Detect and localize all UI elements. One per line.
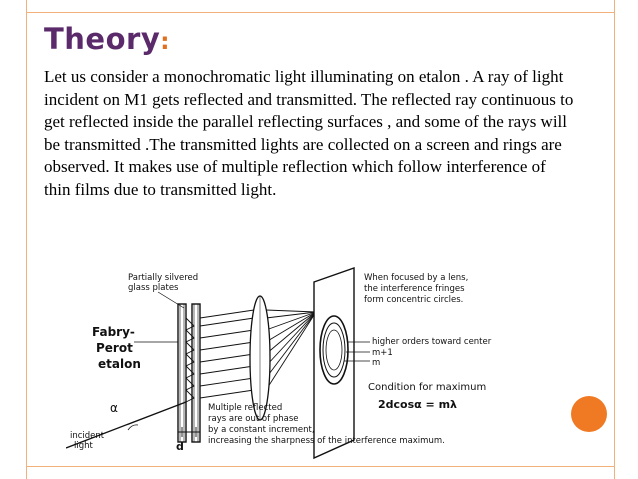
slide-title [44, 22, 170, 56]
focus-label-line2: the interference fringes [364, 284, 465, 294]
multi-label-line2: rays are out of phase [208, 414, 299, 424]
slide-border-top [26, 12, 615, 13]
glass-plate-left [178, 304, 186, 442]
etalon-label-line1: Fabry- [92, 325, 135, 339]
plates-label-line1: Partially silvered [128, 273, 199, 283]
focus-label-line3: form concentric circles. [364, 295, 464, 305]
etalon-label-line2: Perot [96, 341, 133, 355]
condition-label: Condition for maximum [368, 382, 487, 393]
slide-border-bottom [26, 466, 615, 467]
screen [314, 268, 354, 458]
incident-label-line1: incident [70, 431, 105, 441]
orders-label: higher orders toward center [372, 337, 492, 347]
plates-label-line2: glass plates [128, 283, 179, 293]
fabry-perot-diagram [66, 262, 526, 462]
incident-label-line2: light [74, 441, 93, 451]
m-label: m [372, 358, 381, 368]
slide-border-right [614, 0, 615, 479]
m-plus-1-label: m+1 [372, 348, 393, 358]
multi-label-line3: by a constant increment, [208, 425, 315, 435]
body-paragraph: Let us consider a monochromatic light illuminating on etalon . A ray of light incident on M1 gets reflected and transmitted. The reflected ray continuous to get reflected inside the parallel reflecting surfaces , and some of the rays will be transmitted .The transmitted lights are collected on a screen and rings are observed. It makes use of multiple reflection which follow interference of thin films due to transmitted light. [44, 67, 574, 199]
multi-label-line1: Multiple reflected [208, 403, 283, 413]
title-text: Theory [44, 22, 161, 56]
d-label: d [176, 440, 184, 453]
multi-label-line4: increasing the sharpness of the interference maximum. [208, 436, 445, 446]
title-colon: : [160, 29, 170, 55]
slide-border-left [26, 0, 27, 479]
etalon-label-line3: etalon [98, 357, 141, 371]
orange-circle-decoration [571, 396, 607, 432]
alpha-label: α [110, 401, 118, 415]
formula: 2dcosα = mλ [378, 398, 458, 411]
focus-label-line1: When focused by a lens, [364, 273, 469, 283]
